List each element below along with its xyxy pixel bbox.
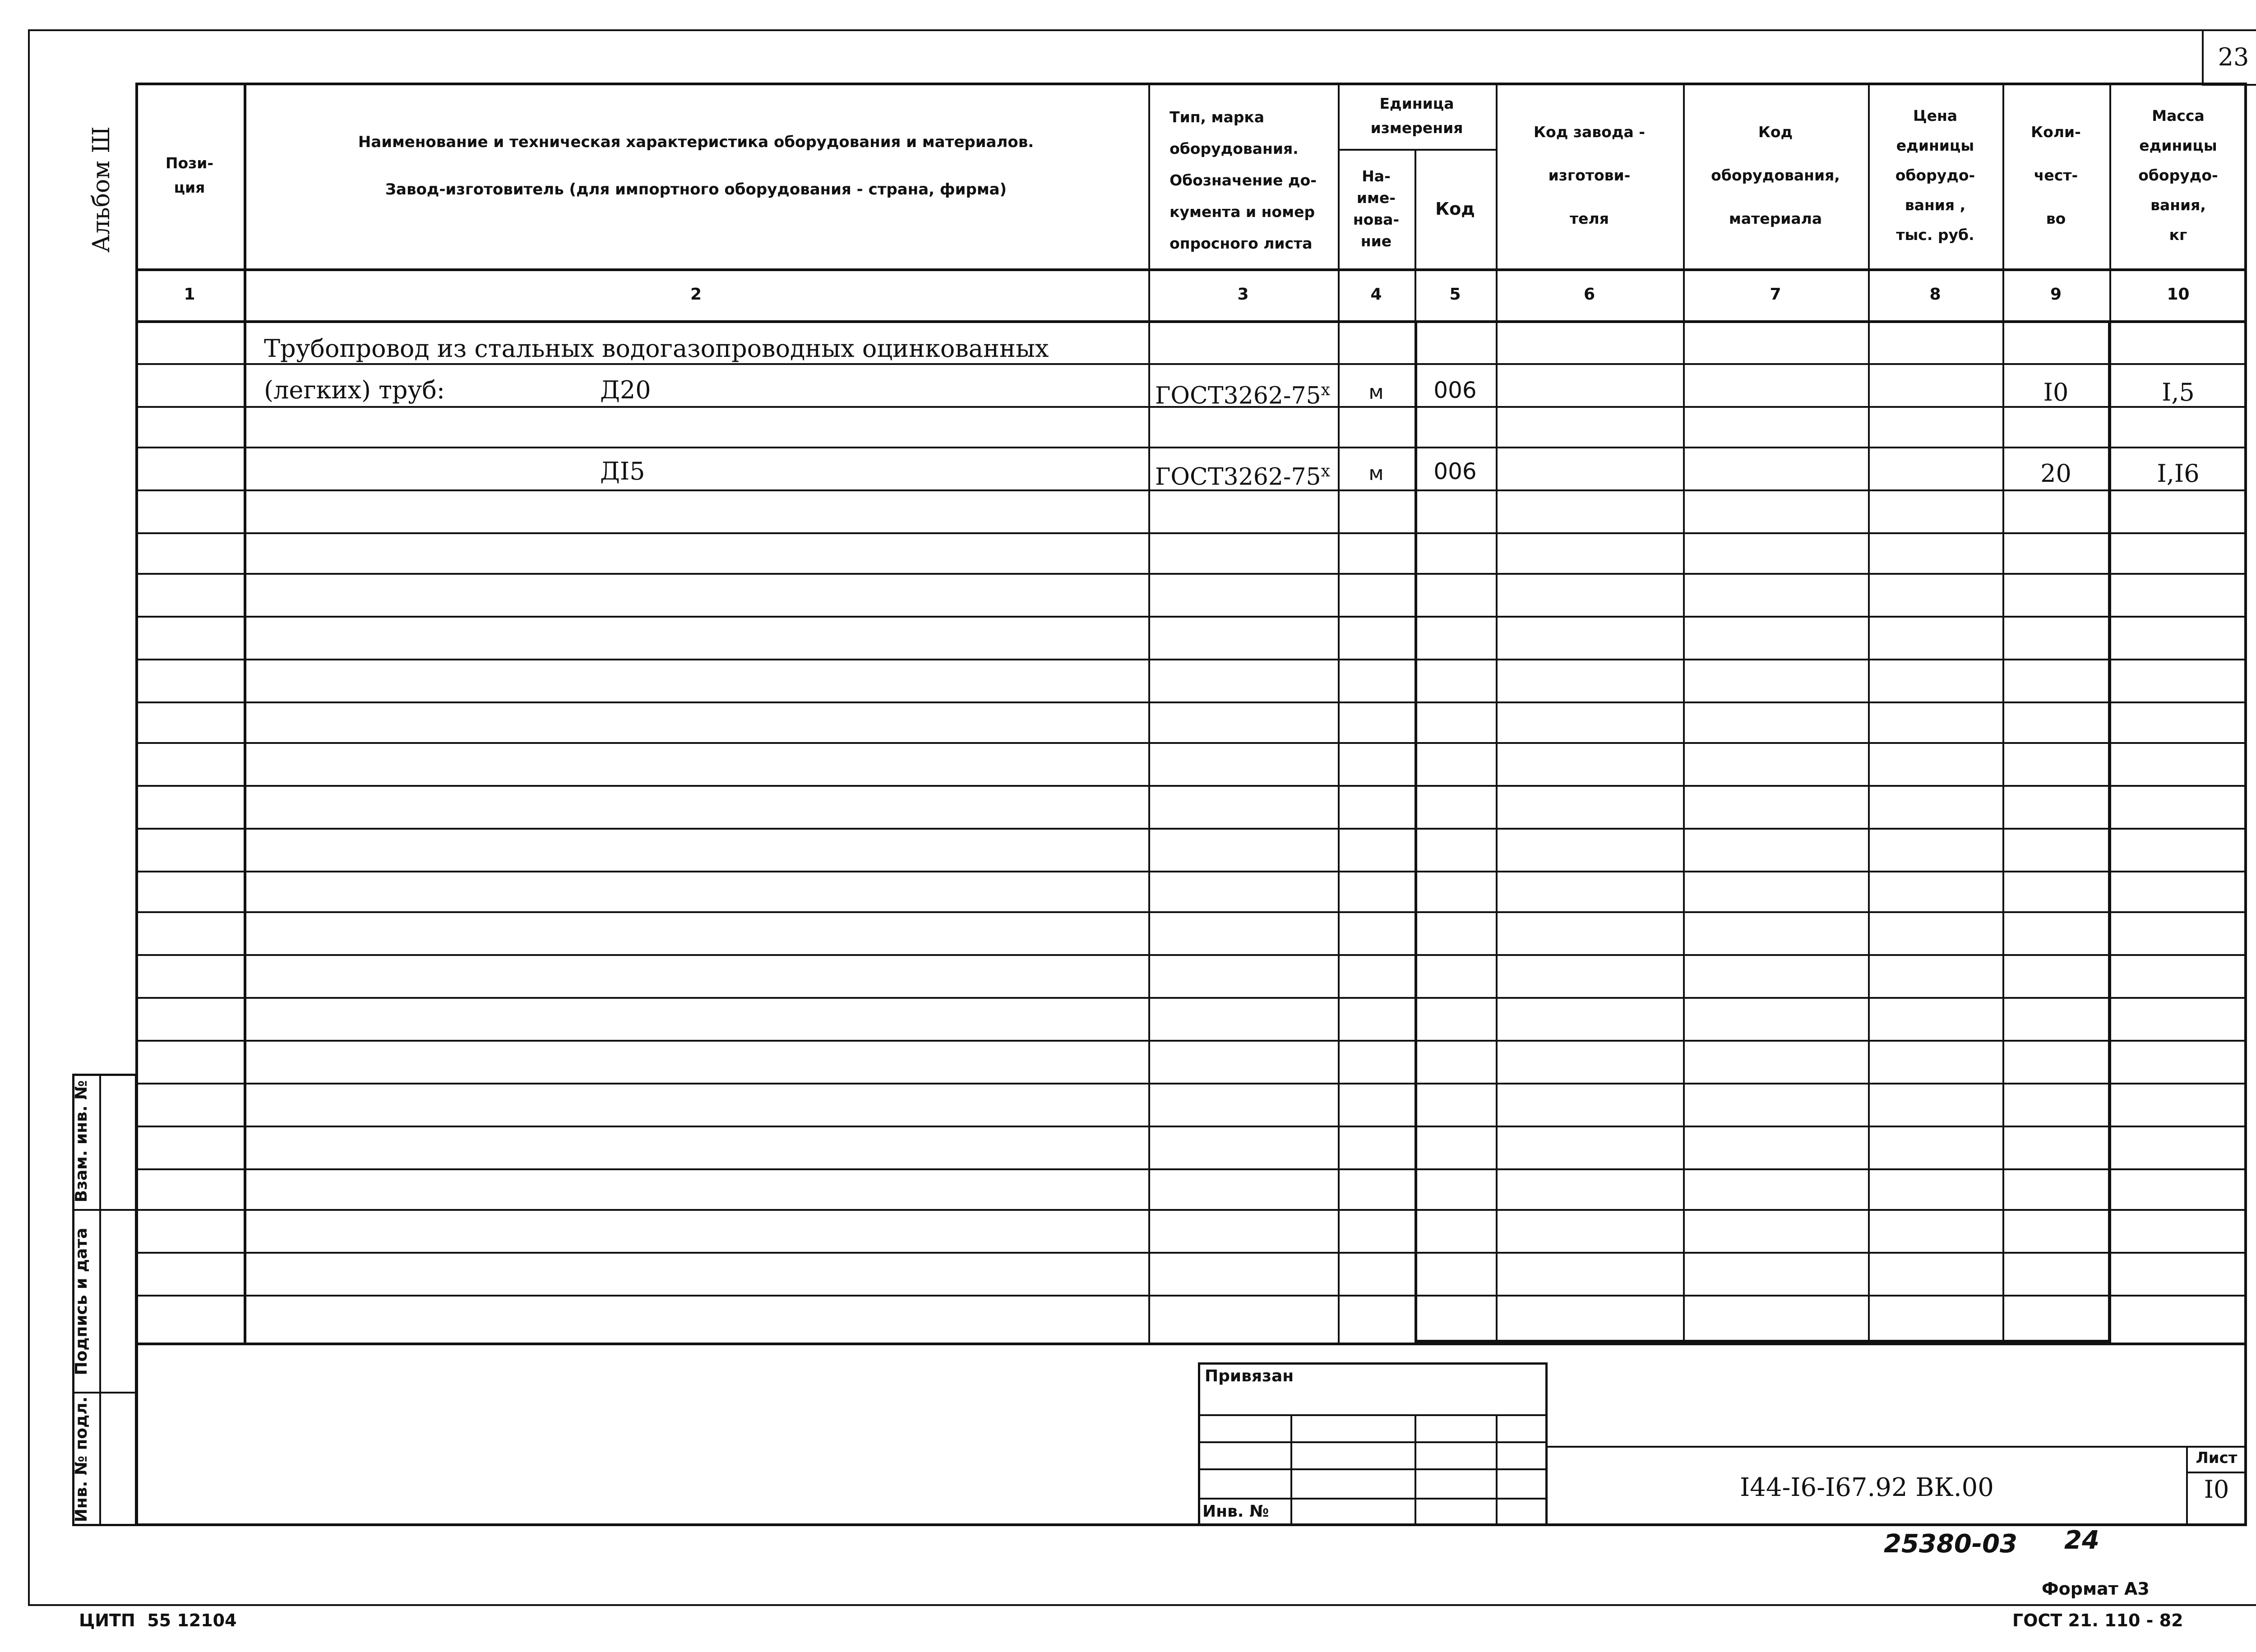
side-podpis-label: Подпись и дата: [72, 1227, 91, 1375]
row2-doc-sup: х: [1321, 381, 1330, 399]
archive-number: 25380-03: [1884, 1529, 2017, 1559]
row2-doc: [1155, 372, 1330, 414]
row3-doc-text: ГОСТ3262-75: [1155, 463, 1321, 491]
row2-qty: I0: [2043, 378, 2069, 406]
col-number-9: 9: [2050, 285, 2062, 304]
col-number-3: 3: [1237, 285, 1249, 304]
col-number-2: 2: [690, 285, 702, 304]
header-mass: Масса единицы оборудо- вания, кг: [2138, 107, 2218, 244]
page-number: 23: [2218, 43, 2249, 71]
row2-doc-text: ГОСТ3262-75: [1155, 382, 1321, 410]
sheet-label: Лист: [2196, 1449, 2238, 1467]
header-equipment-code: Код оборудования, материала: [1711, 123, 1840, 227]
row1-name: Трубопровод из стальных водогазопроводных оцинкованных: [264, 334, 1049, 363]
col-number-8: 8: [1929, 285, 1941, 304]
row2-mass: I,5: [2162, 378, 2195, 406]
header-type: Тип, марка оборудования. Обозначение до- кумента и номер опросного листа: [1170, 108, 1317, 252]
side-vzam-label: Взам. инв. №: [72, 1080, 91, 1203]
row3-doc: [1155, 453, 1330, 495]
col-number-5: 5: [1449, 285, 1461, 304]
row2-code: 006: [1433, 377, 1477, 403]
album-label: Альбом Ш: [88, 126, 115, 253]
row3-size: ДI5: [600, 457, 645, 485]
privyazan-block: [1198, 1362, 1548, 1526]
row3-unit: м: [1368, 462, 1384, 485]
footer-gost: ГОСТ 21. 110 - 82: [2012, 1610, 2183, 1630]
side-inv-podl-label: Инв. № подл.: [72, 1396, 91, 1523]
header-name-line2: Завод-изготовитель (для импортного оборудования - страна, фирма): [385, 180, 1007, 198]
header-manufacturer-code: Код завода - изготови- теля: [1534, 123, 1645, 227]
footer-left-code: ЦИТП 55 12104: [79, 1610, 237, 1630]
document-designation: I44-I6-I67.92 ВК.00: [1740, 1473, 1994, 1502]
archive-page: 24: [2064, 1526, 2099, 1555]
privyazan-label: Привязан: [1205, 1367, 1294, 1385]
row3-code: 006: [1433, 458, 1477, 485]
header-position: Пози- ция: [165, 154, 214, 196]
col-number-6: 6: [1583, 285, 1595, 304]
header-name-line1: Наименование и техническая характеристика оборудования и материалов.: [358, 133, 1034, 151]
header-unit-code: Код: [1435, 198, 1475, 219]
col-number-7: 7: [1770, 285, 1781, 304]
row2-unit: м: [1368, 381, 1384, 404]
row3-qty: 20: [2040, 459, 2071, 488]
row3-doc-sup: х: [1321, 462, 1330, 480]
header-unit-group: Единица измерения: [1370, 94, 1463, 137]
row2-size: Д20: [600, 376, 651, 404]
header-unit-name: На- име- нова- ние: [1353, 167, 1400, 250]
row2-name: (легких) труб:: [264, 376, 445, 404]
col-number-10: 10: [2167, 285, 2190, 304]
row3-mass: I,I6: [2157, 459, 2200, 488]
col-number-4: 4: [1370, 285, 1382, 304]
sheet-number: I0: [2204, 1475, 2229, 1504]
header-price: Цена единицы оборудо- вания , тыс. руб.: [1895, 107, 1975, 244]
col-number-1: 1: [184, 285, 195, 304]
footer-format: Формат А3: [2042, 1579, 2150, 1599]
header-quantity: Коли- чест- во: [2031, 123, 2081, 227]
inv-no-label: Инв. №: [1202, 1502, 1269, 1521]
